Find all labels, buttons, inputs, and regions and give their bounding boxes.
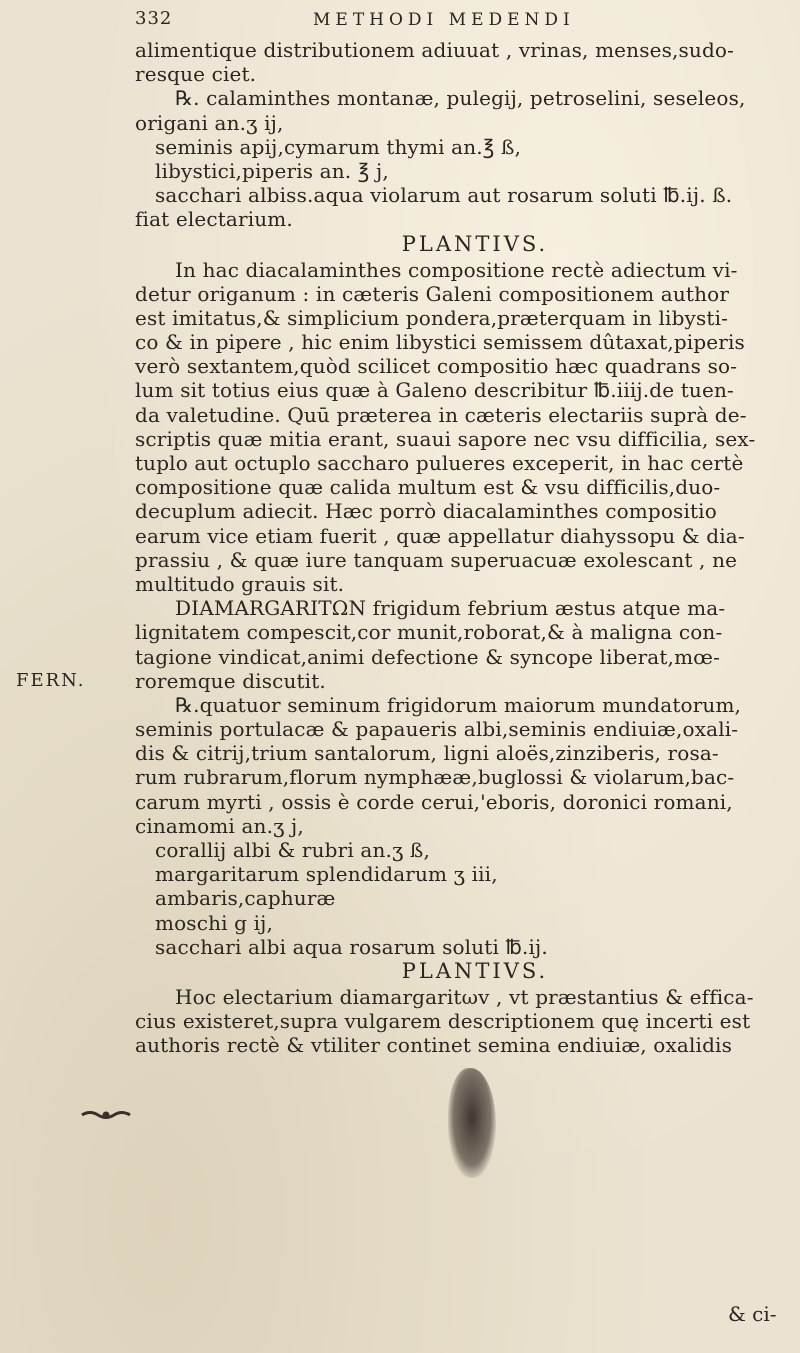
text-line: corallij albi & rubri an.ʒ ß,: [155, 838, 430, 862]
text-line: multitudo grauis sit.: [135, 571, 345, 596]
text-line: cinamomi an.ʒ j,: [135, 813, 304, 838]
text-line: co & in pipere , hic enim libystici semissem dûtaxat,piperis: [135, 330, 745, 355]
text-line: seminis portulacæ & papaueris albi,seminis endiuiæ,oxali-: [135, 717, 739, 742]
text-line: carum myrti , ossis è corde cerui,'eboris, doronici romani,: [135, 789, 733, 814]
text-line: resque ciet.: [135, 62, 257, 87]
text-line: margaritarum splendidarum ʒ iii,: [155, 862, 498, 887]
text-line: ambaris,caphuræ: [155, 886, 336, 911]
text-line: roremque discutit.: [135, 668, 326, 693]
text-line: origani an.ʒ ij,: [135, 110, 284, 135]
catchword: & ci-: [728, 1302, 777, 1326]
printer-ornament-icon: [80, 1108, 132, 1122]
text-line: lum sit totius eius quæ à Galeno describitur ℔.iiij.de tuen-: [135, 378, 734, 403]
text-line: ℞.quatuor seminum frigidorum maiorum mundatorum,: [175, 692, 742, 717]
text-line: cius existeret,supra vulgarem descriptionem quę incerti est: [135, 1009, 751, 1034]
text-line: sacchari albiss.aqua violarum aut rosarum soluti ℔.ij. ß.: [155, 183, 733, 208]
text-line: fiat electarium.: [135, 207, 293, 232]
text-line: authoris rectè & vtiliter continet semina endiuiæ, oxalidis: [135, 1033, 732, 1058]
body-text: [135, 38, 775, 1058]
text-line: ℞. calaminthes montanæ, pulegij, petroselini, seseleos,: [175, 86, 746, 111]
text-line: alimentique distributionem adiuuat , vrinas, menses,sudo-: [135, 38, 735, 62]
text-line: tuplo aut octuplo saccharo pulueres exceperit, in hac certè: [135, 451, 744, 475]
text-line: lignitatem compescit,cor munit,roborat,& à maligna con-: [135, 620, 723, 645]
text-line: sacchari albi aqua rosarum soluti ℔.ij.: [155, 934, 548, 959]
ink-blot: [448, 1068, 496, 1178]
text-line: In hac diacalaminthes compositione rectè adiectum vi-: [175, 257, 738, 282]
text-line: tagione vindicat,animi defectione & syncope liberat,mœ-: [135, 644, 721, 669]
margin-note: FERN.: [16, 670, 86, 691]
text-line: prassiu , & quæ iure tanquam superuacuæ exolescant , ne: [135, 547, 738, 572]
section-title: PLANTIVS.: [401, 958, 549, 983]
running-title: METHODI MEDENDI: [313, 10, 575, 30]
text-line: rum rubrarum,florum nymphææ,buglossi & violarum,bac-: [135, 765, 735, 790]
section-title: PLANTIVS.: [401, 231, 549, 256]
text-line: detur origanum : in cæteris Galeni compositionem author: [135, 281, 730, 306]
page-number: 332: [135, 8, 173, 29]
text-line: libystici,piperis an. ℥ j,: [155, 158, 389, 183]
text-line: earum vice etiam fuerit , quæ appellatur diahyssopu & dia-: [135, 523, 745, 548]
text-line: DIAMARGARITΩN frigidum febrium æstus atque ma-: [175, 596, 726, 621]
text-line: compositione quæ calida multum est & vsu difficilis,duo-: [135, 475, 721, 500]
text-line: est imitatus,& simplicium pondera,præterquam in libysti-: [135, 305, 729, 330]
text-line: Hoc electarium diamargaritωv , vt præstantius & effica-: [175, 984, 754, 1009]
text-line: moschi g ij,: [155, 910, 274, 935]
text-line: seminis apij,cymarum thymi an.℥ ß,: [155, 134, 522, 159]
text-line: da valetudine. Quū præterea in cæteris electariis suprà de-: [135, 402, 747, 427]
page-header: [135, 8, 775, 34]
text-line: verò sextantem,quòd scilicet compositio hæc quadrans so-: [135, 354, 738, 379]
text-line: dis & citrij,trium santalorum, ligni aloës,zinziberis, rosa-: [135, 741, 719, 766]
text-line: decuplum adiecit. Hæc porrò diacalaminthes compositio: [135, 499, 717, 524]
text-line: scriptis quæ mitia erant, suaui sapore nec vsu difficilia, sex-: [135, 426, 756, 451]
